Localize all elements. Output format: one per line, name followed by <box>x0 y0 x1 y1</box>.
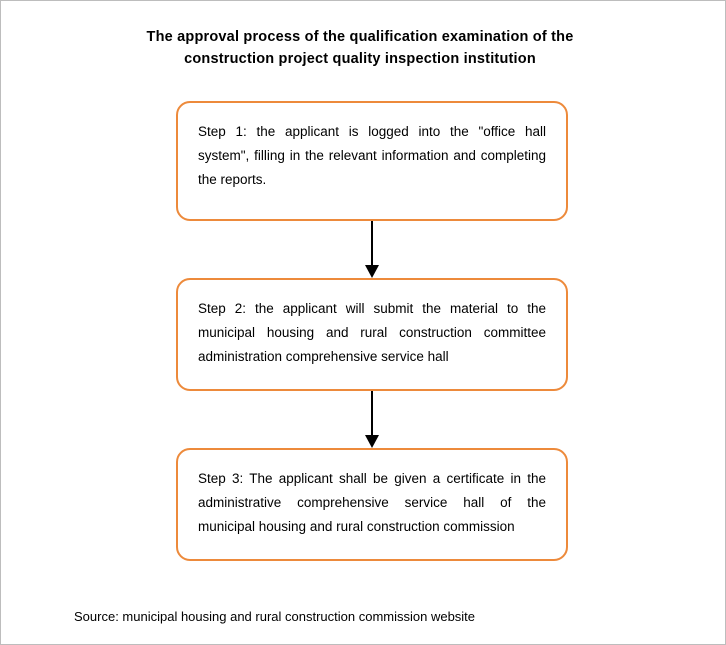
flowchart <box>176 101 568 561</box>
arrow-step-2-to-3 <box>176 391 568 448</box>
page-title <box>60 26 660 70</box>
down-arrow-icon <box>365 435 379 448</box>
source-caption: Source: municipal housing and rural construction commission website <box>74 609 476 624</box>
arrow-shaft <box>371 391 373 436</box>
down-arrow-icon <box>365 265 379 278</box>
flow-step-2: Step 2: the applicant will submit the material to the municipal housing and rural construction committee administration comprehensive service hall <box>176 278 568 391</box>
page-title-line-1: The approval process of the qualification examination of the <box>146 29 574 45</box>
arrow-shaft <box>371 221 373 266</box>
page-title-line-2: construction project quality inspection institution <box>184 51 536 67</box>
arrow-step-1-to-2 <box>176 221 568 278</box>
flow-step-1: Step 1: the applicant is logged into the "office hall system", filling in the relevant information and completing the reports. <box>176 101 568 221</box>
flow-step-3: Step 3: The applicant shall be given a certificate in the administrative comprehensive service hall of the municipal housing and rural construction commission <box>176 448 568 561</box>
